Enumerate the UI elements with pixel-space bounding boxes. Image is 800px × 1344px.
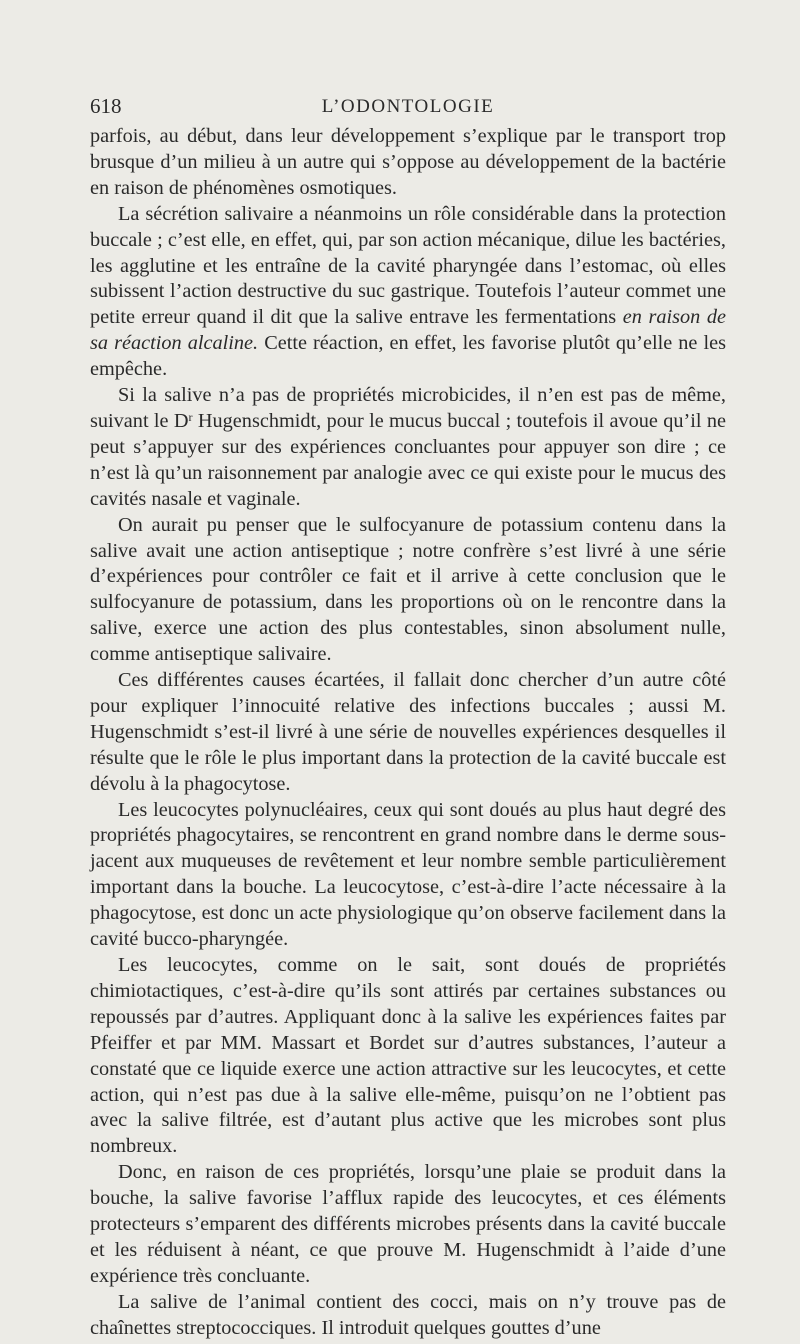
paragraph-3 <box>90 383 726 513</box>
paragraph-2 <box>90 202 726 383</box>
paragraph-3-text-after: Hugenschmidt, pour le mucus buccal ; toutefois il avoue qu’il ne peut s’appuyer sur des expériences concluantes pour appuyer son dire ; ce n’est là qu’un raisonnement par analogie avec ce qui existe pour le mucus des cavités nasale et vaginale. <box>90 409 726 510</box>
paragraph-2-text-before: La sécrétion salivaire a néanmoins un rôle considérable dans la protection buccale ; c’est elle, en effet, qui, par son action mécanique, dilue les bactéries, les agglutine et les entraîne de la cavité pharyngée dans l’estomac, où elles subissent l’action destructive du suc gastrique. Toutefois l’auteur commet une petite erreur quand il dit que la salive entrave les fermentations <box>90 202 726 329</box>
paragraph-9 <box>90 1290 726 1342</box>
paragraph-6-text: Les leucocytes polynucléaires, ceux qui sont doués au plus haut degré des propriétés phagocytaires, se rencontrent en grand nombre dans le derme sous-jacent aux muqueuses de revêtement et leur nombre semble particulièrement important dans la bouche. La leucocytose, c’est-à-dire l’acte nécessaire à la phagocytose, est donc un acte physiologique qu’on observe facilement dans la cavité bucco-pharyngée. <box>90 798 726 951</box>
book-page <box>90 94 726 1342</box>
article-body <box>90 124 726 1342</box>
doctor-abbreviation-superscript: r <box>188 409 193 424</box>
paragraph-9-text: La salive de l’animal contient des cocci, mais on n’y trouve pas de chaînettes streptococciques. Il introduit quelques gouttes d’une <box>90 1290 726 1339</box>
paragraph-8-text: Donc, en raison de ces propriétés, lorsqu’une plaie se produit dans la bouche, la salive favorise l’afflux rapide des leucocytes, et ces éléments protecteurs s’emparent des différents microbes présents dans la cavité buccale et les réduisent à néant, ce que prouve M. Hugenschmidt à l’aide d’une expérience très concluante. <box>90 1161 726 1287</box>
journal-title: L’ODONTOLOGIE <box>321 96 495 117</box>
paragraph-8 <box>90 1160 726 1290</box>
paragraph-4-text: On aurait pu penser que le sulfocyanure de potassium contenu dans la salive avait une action antiseptique ; notre confrère s’est livré à une série d’expériences pour contrôler ce fait et il arrive à cette conclusion que le sulfocyanure de potassium, dans les proportions où on le rencontre dans la salive, exerce une action des plus contestables, sinon absolument nulle, comme antiseptique salivaire. <box>90 513 726 666</box>
page-number: 618 <box>90 94 122 118</box>
paragraph-5 <box>90 668 726 798</box>
paragraph-3-text-before: Si la salive n’a pas de propriétés microbicides, il n’en est pas de même, suivant le D <box>90 384 726 432</box>
paragraph-7 <box>90 953 726 1160</box>
paragraph-7-text: Les leucocytes, comme on le sait, sont doués de propriétés chimiotactiques, c’est-à-dire qu’ils sont attirés par certaines substances ou repoussés par d’autres. Appliquant donc à la salive les expériences faites par Pfeiffer et par MM. Massart et Bordet sur d’autres substances, l’auteur a constaté que ce liquide exerce une action attractive sur les leucocytes, et cette action, qui n’est pas due à la salive elle-même, puisqu’on ne l’obtient pas avec la salive filtrée, est d’autant plus active que les microbes sont plus nombreux. <box>90 954 726 1158</box>
paragraph-2-italic-text: en raison de sa réaction alcaline. <box>90 306 726 355</box>
paragraph-4 <box>90 513 726 668</box>
paragraph-5-text: Ces différentes causes écartées, il fallait donc chercher d’un autre côté pour expliquer l’innocuité relative des infections buccales ; aussi M. Hugenschmidt s’est-il livré à une série de nouvelles expériences desquelles il résulte que le rôle le plus important dans la protection de la cavité buccale est dévolu à la phagocytose. <box>90 669 726 795</box>
paragraph-6 <box>90 798 726 953</box>
running-head <box>90 94 726 124</box>
paragraph-1-text: parfois, au début, dans leur développement s’explique par le transport trop brusque d’un milieu à un autre qui s’oppose au développement de la bactérie en raison de phénomènes osmotiques. <box>90 125 726 199</box>
paragraph-2-text-after: Cette réaction, en effet, les favorise plutôt qu’elle ne les empêche. <box>90 332 726 381</box>
paragraph-1 <box>90 124 726 202</box>
